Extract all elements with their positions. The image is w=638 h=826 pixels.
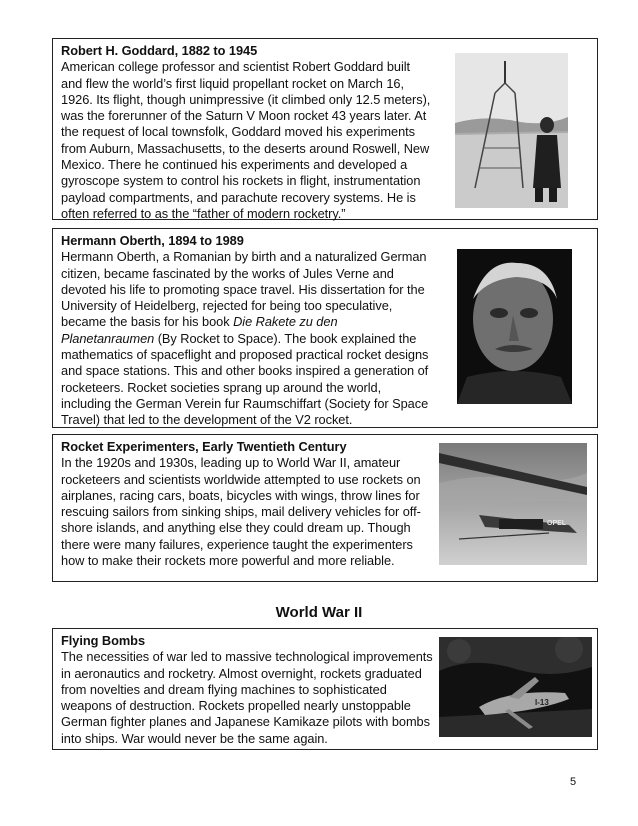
flying-bombs-body: The necessities of war led to massive technological improvements in aeronautics and rocketry. Almost overnight, rockets graduated from novelties and dream flying machines to sophisticated weapons of destruction. Rockets propelled nearly unstoppable German fighter planes and Japanese Kamikaze pilots with bombs into ships. War would never be the same again. bbox=[61, 649, 433, 746]
flying-bombs-box bbox=[52, 628, 598, 750]
goddard-body: American college professor and scientist Robert Goddard built and flew the world’s first liquid propellant rocket on March 16, 1926. Its flight, though unimpressive (it climbed only 12.5 meters), was the forerunner of the Saturn V Moon rocket 43 years later. At the request of local townsfolk, Goddard moved his experiments from Auburn, Massachusetts, to the deserts around Roswell, New Mexico. There he continued his experiments and developed a gyroscope system to control his rockets in flight, instrumentation payload compartments, and parachute recovery systems. He is often referred to as the “father of modern rocketry.” bbox=[61, 59, 431, 221]
experimenters-box bbox=[52, 434, 598, 582]
oberth-book-title: Die Rakete zu den Planetanraumen bbox=[61, 314, 338, 346]
goddard-text bbox=[61, 43, 433, 222]
section-heading: World War II bbox=[275, 604, 363, 621]
experimenters-heading: Rocket Experimenters, Early Twentieth Century bbox=[61, 439, 347, 454]
goddard-box bbox=[52, 38, 598, 220]
experimenters-text bbox=[61, 439, 433, 569]
oberth-box bbox=[52, 228, 598, 428]
bomb-id-label: I-13 bbox=[535, 698, 549, 707]
rocket-glider-photo bbox=[439, 443, 587, 565]
goddard-heading: Robert H. Goddard, 1882 to 1945 bbox=[61, 43, 258, 58]
flying-bombs-text bbox=[61, 633, 433, 747]
page-number: 5 bbox=[570, 776, 577, 788]
experimenters-body: In the 1920s and 1930s, leading up to World War II, amateur rocketeers and scientists worldwide attempted to use rockets on airplanes, racing cars, boats, bicycles with wings, throw lines for rescuing sailors from sinking ships, mail delivery vehicles for off-shore islands, and anything else they could dream up. Though there were many failures, experience taught the experimenters how to make their rockets more powerful and more reliable. bbox=[61, 455, 421, 569]
oberth-text bbox=[61, 233, 433, 429]
oberth-portrait bbox=[457, 249, 572, 404]
flying-bomb-photo bbox=[439, 637, 592, 737]
oberth-body: Hermann Oberth, a Romanian by birth and a naturalized German citizen, became fascinated by the works of Jules Verne and devoted his life to promoting space travel. His dissertation for the University of Heidelberg, rejected for being too speculative, became the basis for his book Die Rakete zu den Planetanraumen (By Rocket to Space). The book explained the mathematics of spaceflight and proposed practical rocket designs and space stations. This and other books inspired a generation of rocketeers. Rocket societies sprang up around the world, including the German Verein fur Raumschiffart (Society for Space Travel) that led to the development of the V2 rocket. bbox=[61, 249, 429, 428]
flying-bombs-heading: Flying Bombs bbox=[61, 633, 146, 648]
oberth-heading: Hermann Oberth, 1894 to 1989 bbox=[61, 233, 244, 248]
goddard-photo bbox=[455, 53, 568, 208]
glider-opel-label: OPEL bbox=[547, 520, 567, 527]
